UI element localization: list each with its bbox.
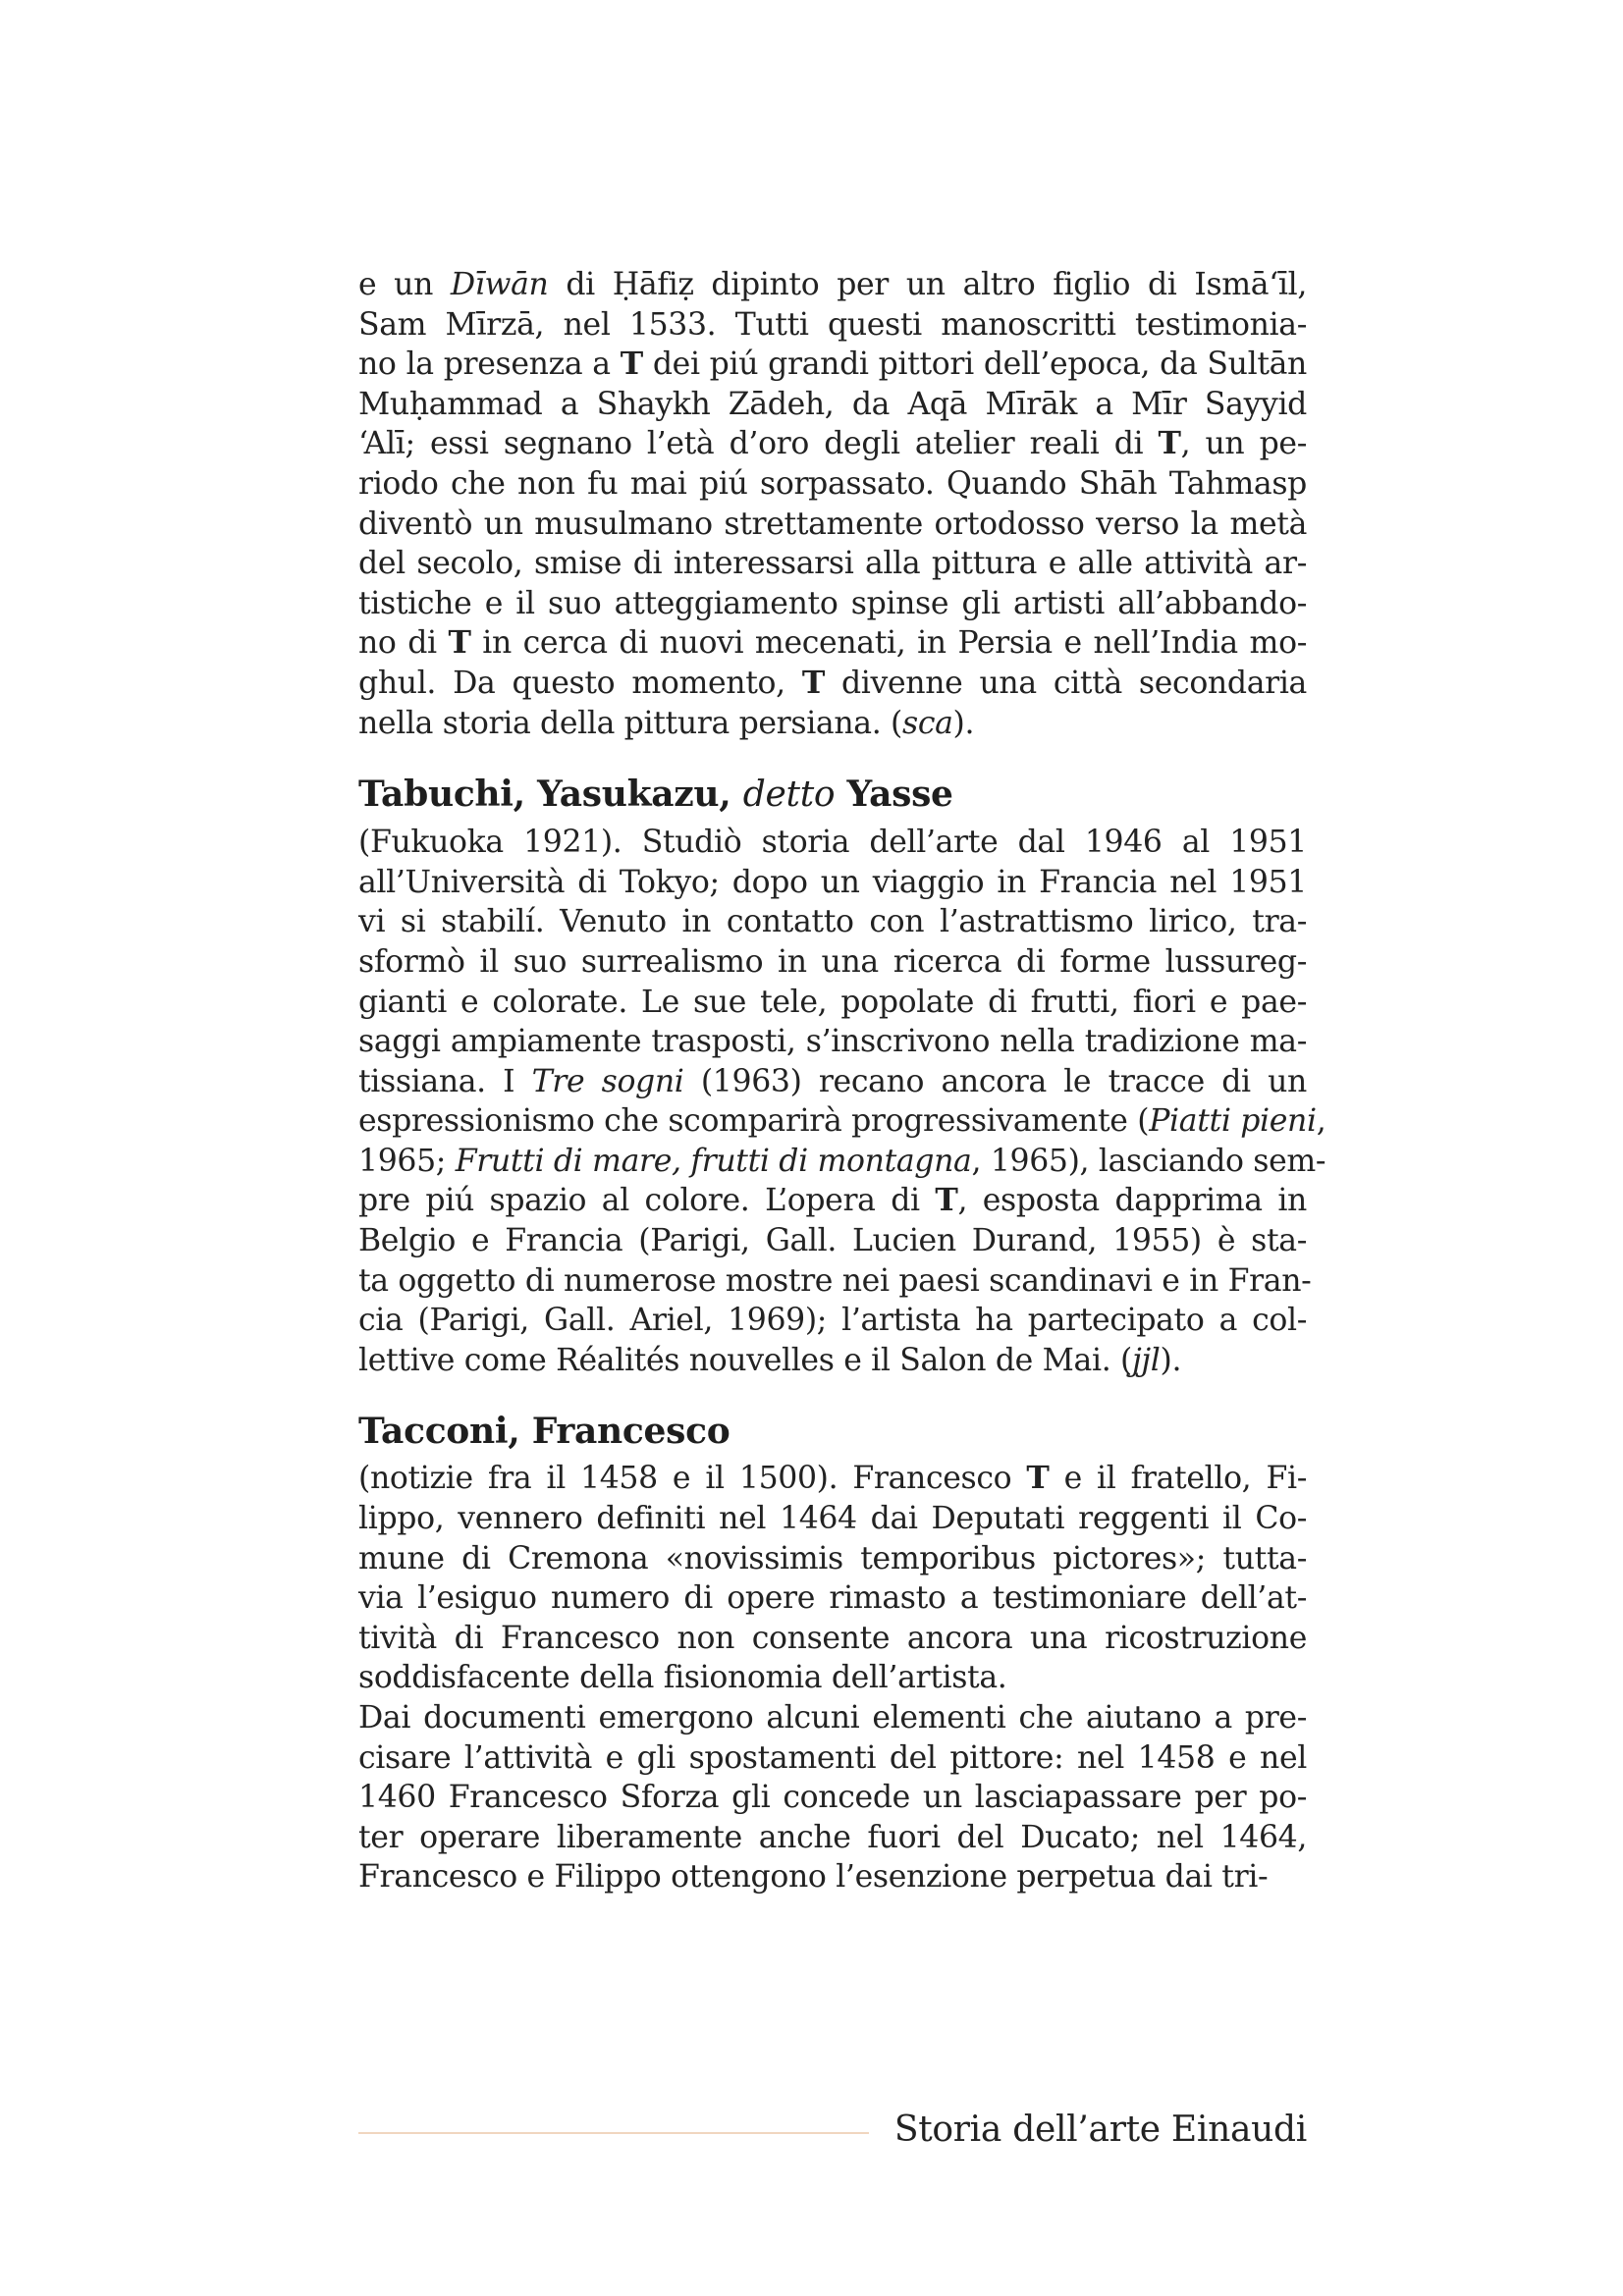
text-line: Muḥammad a Shaykh Zādeh, da Aqā Mīrāk a Mīr Sayyid [358,386,1307,422]
text-line: del secolo, smise di interessarsi alla pittura e alle attività ar- [358,546,1307,582]
page-content [358,265,1326,1897]
text-line: vi si stabilí. Venuto in contatto con l’astrattismo lirico, tra- [358,904,1307,940]
text-line: nella storia della pittura persiana. (sca). [358,705,975,741]
text-line: lettive come Réalités nouvelles e il Salon de Mai. (jjl). [358,1342,1182,1378]
text-line: via l’esiguo numero di opere rimasto a testimoniare dell’at- [358,1580,1307,1617]
text-line: pre piú spazio al colore. L’opera di T, esposta dapprima in [358,1182,1307,1219]
page-footer [358,2109,1307,2152]
text-line: ter operare liberamente anche fuori del Ducato; nel 1464, [358,1819,1307,1855]
text-line: sformò il suo surrealismo in una ricerca di forme lussureg- [358,943,1307,980]
text-line: no la presenza a T dei piú grandi pittori dell’epoca, da Sultān [358,346,1307,383]
text-line: e un Dīwān di Ḥāfiẓ dipinto per un altro figlio di Ismā‘īl, [358,267,1307,302]
entry-paragraph [358,1459,1307,1698]
text-line: diventò un musulmano strettamente ortodosso verso la metà [358,506,1307,542]
footer-publisher: Storia dell’arte Einaudi [893,2109,1307,2150]
text-line: tissiana. I Tre sogni (1963) recano ancora le tracce di un [358,1063,1307,1099]
entry-heading: Tacconi, Francesco [358,1411,730,1453]
text-line: Francesco e Filippo ottengono l’esenzione perpetua dai tri- [358,1859,1269,1896]
text-line: cia (Parigi, Gall. Ariel, 1969); l’artista ha partecipato a col- [358,1303,1307,1339]
text-line: no di T in cerca di nuovi mecenati, in Persia e nell’India mo- [358,624,1307,662]
text-line: riodo che non fu mai piú sorpassato. Quando Shāh Tahmasp [358,465,1307,502]
entry-paragraph [358,823,1326,1380]
text-line: Belgio e Francia (Parigi, Gall. Lucien Durand, 1955) è sta- [358,1223,1307,1259]
text-line: espressionismo che scomparirà progressivamente (Piatti pieni, [358,1103,1326,1140]
text-line: saggi ampiamente trasposti, s’inscrivono nella tradizione ma- [358,1024,1307,1060]
text-line: (notizie fra il 1458 e il 1500). Francesco T e il fratello, Fi- [358,1460,1307,1497]
text-line: tistiche e il suo atteggiamento spinse gli artisti all’abbando- [358,585,1307,621]
text-line: all’Università di Tokyo; dopo un viaggio in Francia nel 1951 [358,864,1307,900]
text-line: soddisfacente della fisionomia dell’artista. [358,1660,1007,1696]
text-line: 1965; Frutti di mare, frutti di montagna, 1965), lasciando sem- [358,1143,1326,1179]
text-line: lippo, vennero definiti nel 1464 dai Deputati reggenti il Co- [358,1501,1307,1537]
text-line: cisare l’attività e gli spostamenti del pittore: nel 1458 e nel [358,1739,1307,1776]
text-line: mune di Cremona «novissimis temporibus pictores»; tutta- [358,1540,1307,1576]
footer-rule [358,2132,869,2134]
text-line: ta oggetto di numerose mostre nei paesi scandinavi e in Fran- [358,1262,1312,1299]
text-line: ‘Alī; essi segnano l’età d’oro degli atelier reali di T, un pe- [358,425,1308,462]
entry-heading: Tabuchi, Yasukazu, detto Yasse [358,774,953,816]
entry-paragraph [358,265,1307,743]
entry-paragraph [358,1698,1307,1897]
text-line: Sam Mīrzā, nel 1533. Tutti questi manoscritti testimonia- [358,306,1307,343]
text-line: gianti e colorate. Le sue tele, popolate di frutti, fiori e pae- [358,984,1307,1020]
text-line: 1460 Francesco Sforza gli concede un lasciapassare per po- [358,1780,1307,1816]
text-line: Dai documenti emergono alcuni elementi che aiutano a pre- [358,1700,1307,1735]
text-line: ghul. Da questo momento, T divenne una città secondaria [358,664,1307,701]
text-line: (Fukuoka 1921). Studiò storia dell’arte dal 1946 al 1951 [358,825,1307,861]
text-line: tività di Francesco non consente ancora una ricostruzione [358,1620,1307,1656]
